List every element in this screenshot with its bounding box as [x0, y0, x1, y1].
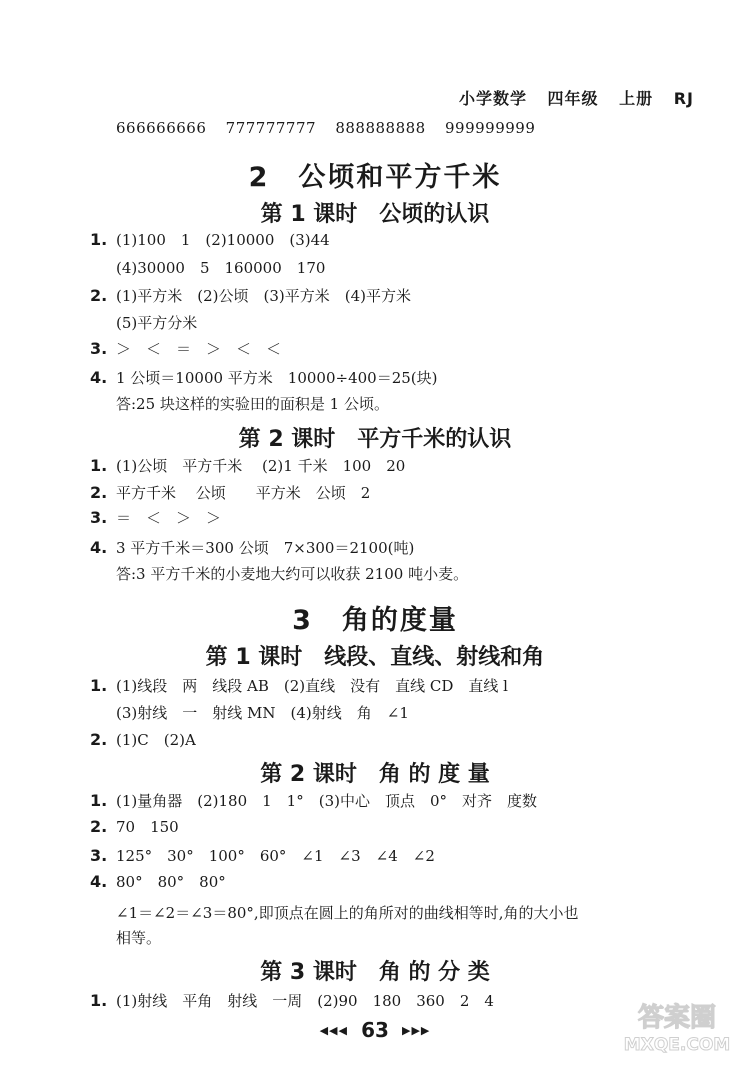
answer-line — [90, 338, 281, 359]
answer-line — [90, 871, 226, 892]
answer-text: (1)100 1 (2)10000 (3)44 — [116, 231, 330, 249]
answer-text: (1)公顷 平方千米 (2)1 千米 100 20 — [116, 457, 406, 475]
lesson-title: 第 3 课时 角 的 分 类 — [260, 960, 490, 985]
answer-text: 3 平方千米＝300 公顷 7×300＝2100(吨) — [116, 539, 415, 557]
answer-text: 70 150 — [116, 818, 179, 836]
lesson-title: 第 1 课时 线段、直线、射线和角 — [205, 645, 545, 670]
answer-line — [90, 990, 494, 1011]
answer-text: (1)线段 两 线段 AB (2)直线 没有 直线 CD 直线 l — [116, 677, 508, 695]
answer-line — [116, 257, 325, 278]
answer-line — [90, 729, 196, 750]
answer-text: 相等。 — [116, 929, 162, 947]
question-number: 1. — [90, 456, 108, 475]
answer-text: (3)射线 一 射线 MN (4)射线 角 ∠1 — [116, 704, 409, 722]
answer-text: 80° 80° 80° — [116, 873, 226, 891]
answer-line — [116, 393, 389, 414]
question-number: 1. — [90, 991, 108, 1010]
top-number-line: 666666666 777777777 888888888 999999999 — [116, 119, 536, 137]
answer-text: (1)C (2)A — [116, 731, 196, 749]
answer-text: 1 公顷＝10000 平方米 10000÷400＝25(块) — [116, 369, 438, 387]
question-number: 2. — [90, 483, 108, 502]
answer-text: (4)30000 5 160000 170 — [116, 259, 326, 277]
watermark-text: 答案圈 — [637, 1003, 717, 1033]
answer-text: 答:3 平方千米的小麦地大约可以收获 2100 吨小麦。 — [116, 565, 469, 583]
answer-text: ＞ ＜ ＝ ＞ ＜ ＜ — [116, 340, 282, 358]
answer-text: (1)射线 平角 射线 一周 (2)90 180 360 2 4 — [116, 992, 494, 1010]
book-header — [445, 86, 694, 109]
answer-text: 125° 30° 100° 60° ∠1 ∠3 ∠4 ∠2 — [116, 847, 435, 865]
lesson-title: 第 1 课时 公顷的认识 — [260, 202, 490, 227]
answer-text: ＝ ＜ ＞ ＞ — [116, 509, 222, 527]
answer-text: (1)量角器 (2)180 1 1° (3)中心 顶点 0° 对齐 度数 — [116, 792, 538, 810]
question-number: 3. — [90, 508, 108, 527]
answer-line — [90, 367, 438, 388]
answer-text: (1)平方米 (2)公顷 (3)平方米 (4)平方米 — [116, 287, 411, 305]
answer-line — [90, 790, 537, 811]
answer-line — [90, 229, 330, 250]
answer-text: 平方千米 公顷 平方米 公顷 2 — [116, 484, 371, 502]
question-number: 3. — [90, 846, 108, 865]
question-number: 3. — [90, 339, 108, 358]
header-volume: 上册 — [619, 89, 654, 108]
page-number: 63 — [361, 1018, 389, 1042]
answer-line — [116, 902, 578, 923]
question-number: 4. — [90, 872, 108, 891]
answer-line — [90, 507, 221, 528]
lesson-title: 第 2 课时 平方千米的认识 — [238, 427, 512, 452]
question-number: 1. — [90, 676, 108, 695]
right-arrows-icon: ▶▶▶ — [402, 1024, 431, 1037]
answer-line — [90, 845, 435, 866]
answer-line — [116, 312, 197, 333]
answer-line — [90, 816, 179, 837]
answer-line — [90, 455, 405, 476]
header-subject: 小学数学 — [458, 89, 527, 108]
answer-line — [90, 675, 508, 696]
header-grade: 四年级 — [547, 89, 599, 108]
answer-line — [116, 563, 468, 584]
question-number: 4. — [90, 538, 108, 557]
answer-text: ∠1＝∠2＝∠3＝80°,即顶点在圆上的角所对的曲线相等时,角的大小也 — [116, 904, 579, 922]
answer-line — [90, 285, 411, 306]
header-edition: RJ — [673, 89, 694, 108]
answer-line — [90, 482, 370, 503]
chapter-title-2: 2 公顷和平方千米 — [248, 162, 502, 193]
question-number: 2. — [90, 817, 108, 836]
question-number: 2. — [90, 730, 108, 749]
question-number: 2. — [90, 286, 108, 305]
lesson-title: 第 2 课时 角 的 度 量 — [260, 762, 490, 787]
watermark-logo — [612, 996, 742, 1056]
answer-line — [116, 702, 409, 723]
answer-line — [90, 537, 414, 558]
question-number: 4. — [90, 368, 108, 387]
left-arrows-icon: ◀◀◀ — [319, 1024, 348, 1037]
question-number: 1. — [90, 230, 108, 249]
answer-text: (5)平方分米 — [116, 314, 198, 332]
answer-text: 答:25 块这样的实验田的面积是 1 公顷。 — [116, 395, 389, 413]
chapter-title-3: 3 角的度量 — [292, 605, 458, 636]
question-number: 1. — [90, 791, 108, 810]
answer-line — [116, 927, 161, 948]
watermark-site: MXQE.COM — [623, 1035, 731, 1055]
